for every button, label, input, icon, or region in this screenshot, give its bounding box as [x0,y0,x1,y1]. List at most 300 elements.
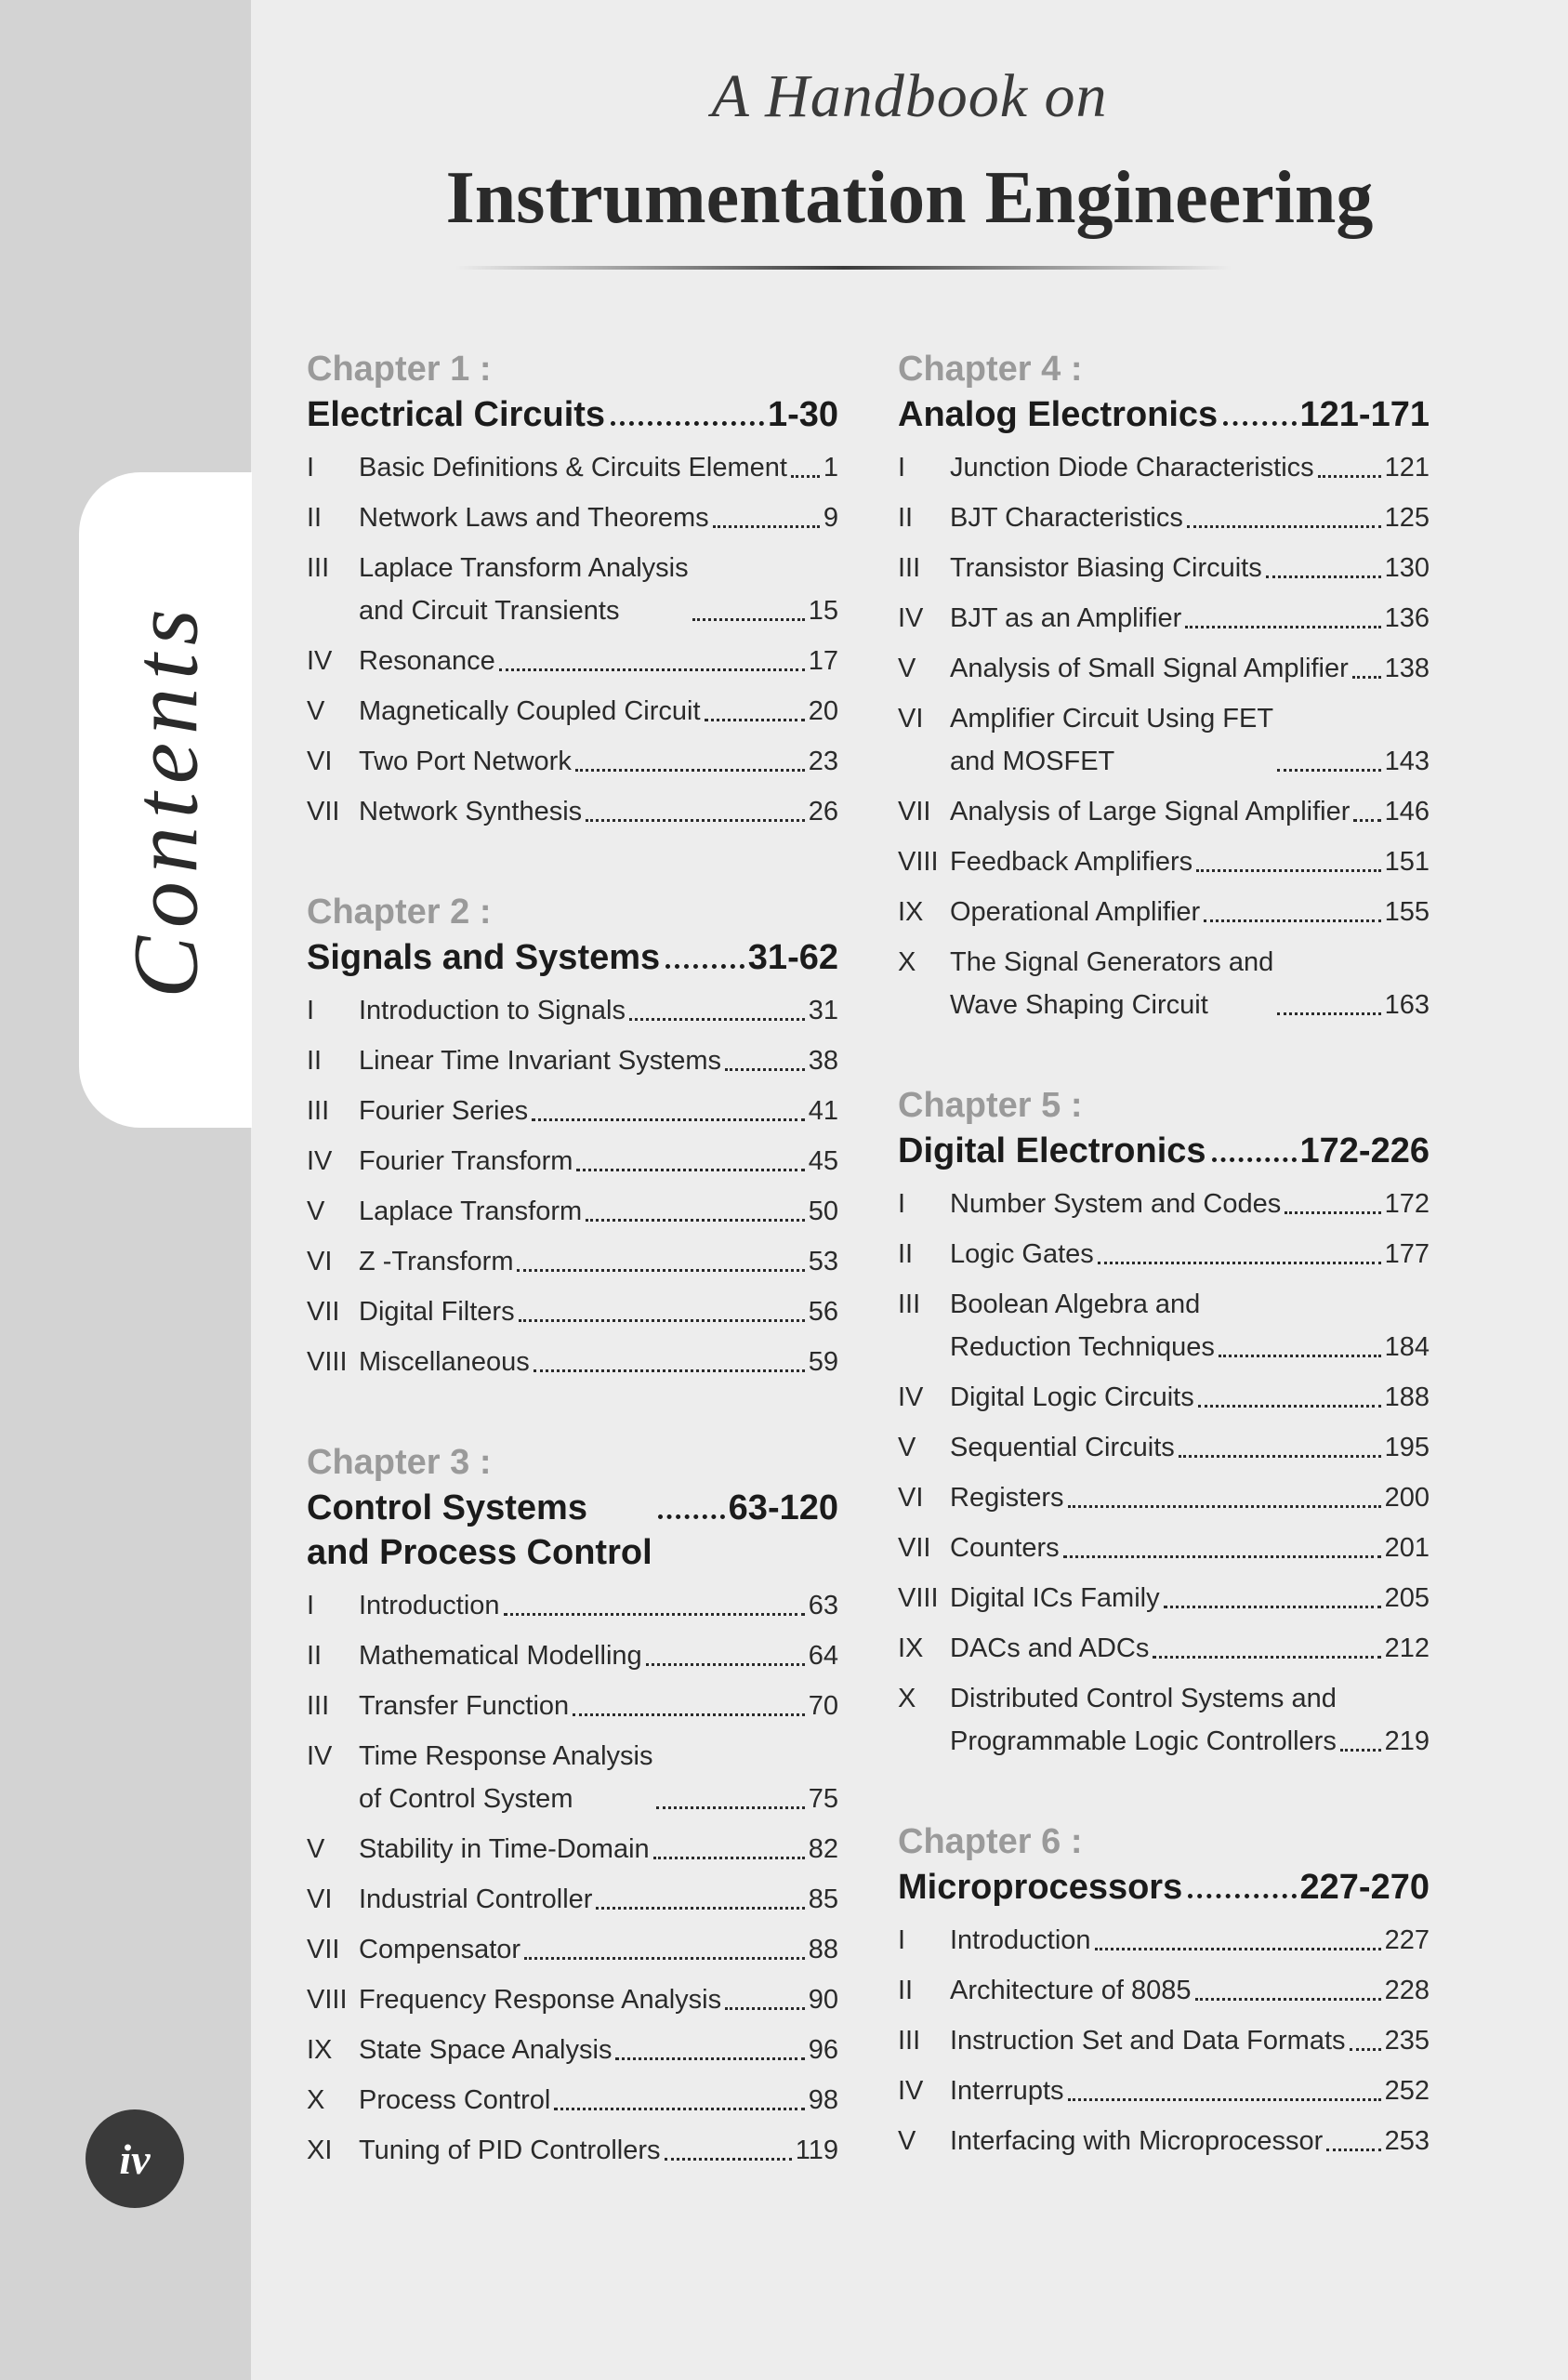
dot-leader [1198,1405,1381,1408]
entry-numeral: VI [307,1884,333,1914]
entry-title: Magnetically Coupled Circuit [359,696,701,726]
toc-entry[interactable] [898,1233,1430,1276]
entry-numeral: III [898,1289,921,1319]
entry-page-number: 125 [1384,503,1430,533]
entry-text-wrap [950,941,1430,1026]
toc-entry[interactable] [307,1878,838,1921]
chapter-label: Chapter 2 : [307,892,492,932]
entry-numeral: VIII [898,847,939,877]
toc-entry[interactable] [898,597,1430,640]
dot-leader [586,819,805,822]
entry-text-wrap [359,496,838,539]
entry-page-number: 1 [823,453,838,483]
entry-text-wrap [950,1183,1430,1225]
entry-page-number: 200 [1384,1483,1430,1513]
dot-leader [1277,1012,1380,1015]
toc-entry[interactable] [898,1283,1430,1368]
book-title-line1: A Handbook on [711,62,1108,130]
entry-numeral: II [307,1046,323,1076]
entry-title: Digital Filters [359,1297,515,1327]
entry-title: Resonance [359,646,495,676]
toc-entry[interactable] [307,1090,838,1132]
entry-title: Network Synthesis [359,797,583,826]
entry-page-number: 38 [808,1046,838,1076]
toc-entry[interactable] [898,1577,1430,1620]
entry-title: Compensator [359,1935,521,1964]
dot-leader [658,1514,725,1519]
entry-title: Feedback Amplifiers [950,847,1193,877]
entry-numeral: VII [307,1297,340,1327]
toc-entry[interactable] [307,740,838,783]
entry-text-wrap [359,1090,838,1132]
dot-leader [725,1068,805,1071]
toc-entry[interactable] [307,1341,838,1383]
entry-text-wrap [359,1685,838,1727]
toc-left-column [307,346,838,2228]
dot-leader [713,525,820,528]
toc-entry[interactable] [898,1476,1430,1519]
sidebar [0,0,251,2380]
entry-title: DACs and ADCs [950,1633,1150,1663]
toc-entry[interactable] [898,2120,1430,2162]
toc-entry[interactable] [898,1426,1430,1469]
entry-numeral: V [307,1834,325,1864]
entry-numeral: X [898,1684,916,1713]
entry-text-wrap [950,2120,1430,2162]
entry-page-number: 23 [808,747,838,776]
entry-numeral: IX [898,1633,924,1663]
entry-title: Transfer Function [359,1691,570,1721]
entry-text-wrap [359,640,838,682]
dot-leader [1185,626,1380,628]
entry-text-wrap [950,2069,1430,2112]
chapter-page-range: 63-120 [728,1488,838,1527]
entry-text-wrap [950,1577,1430,1620]
entry-title: Digital ICs Family [950,1583,1160,1613]
chapter-page-range: 31-62 [747,938,838,977]
entry-numeral: IV [307,646,333,676]
chapter-section [307,889,838,1383]
dot-leader [1350,2048,1381,2051]
toc-entry[interactable] [307,2029,838,2071]
entry-page-number: 98 [808,2085,838,2115]
toc-right-column [898,346,1430,2218]
chapter-label: Chapter 3 : [307,1443,492,1482]
entry-text-wrap [359,1928,838,1971]
entry-title: Junction Diode Characteristics [950,453,1314,483]
entry-numeral: XI [307,2135,333,2165]
toc-entry[interactable] [307,1140,838,1183]
entry-text-wrap [359,1039,838,1082]
entry-text-wrap [950,1677,1430,1763]
entry-numeral: IX [898,897,924,927]
toc-entry[interactable] [898,941,1430,1026]
entry-title: Logic Gates [950,1239,1094,1269]
entry-text-wrap [359,1634,838,1677]
dot-leader [499,668,805,671]
dot-leader [1098,1262,1381,1264]
entry-text-wrap [950,547,1430,589]
entry-text-wrap [950,697,1430,783]
entry-text-wrap [950,1627,1430,1670]
entry-text-wrap [359,1828,838,1871]
dot-leader [532,1118,805,1121]
toc-entry[interactable] [898,790,1430,833]
entry-page-number: 64 [808,1641,838,1671]
page-number-badge: iv [86,2109,184,2208]
dot-leader [524,1957,805,1960]
entry-text-wrap [950,840,1430,883]
entry-numeral: VIII [898,1583,939,1613]
dot-leader [615,2057,804,2060]
entry-title: Process Control [359,2085,551,2115]
dot-leader [1212,1157,1297,1162]
entry-page-number: 253 [1384,2126,1430,2156]
entry-page-number: 53 [808,1247,838,1276]
entry-page-number: 63 [808,1591,838,1620]
entry-title: Analysis of Small Signal Amplifier [950,654,1349,683]
toc-entry[interactable] [307,640,838,682]
entry-text-wrap [359,547,838,632]
entry-title: The Signal Generators and Wave Shaping Circuit [950,947,1274,1020]
entry-title: Introduction to Signals [359,996,626,1025]
entry-numeral: VI [898,1483,924,1513]
dot-leader [646,1663,805,1666]
toc-entry[interactable] [307,1735,838,1820]
chapter-title: Electrical Circuits [307,395,606,434]
entry-page-number: 45 [808,1146,838,1176]
entry-text-wrap [950,891,1430,933]
entry-title: Mathematical Modelling [359,1641,642,1671]
entry-numeral: I [898,1925,906,1955]
entry-text-wrap [950,1476,1430,1519]
toc-entry[interactable] [898,2069,1430,2112]
entry-page-number: 151 [1384,847,1430,877]
entry-title: Amplifier Circuit Using FET and MOSFET [950,704,1274,776]
entry-numeral: I [898,453,906,483]
entry-page-number: 172 [1384,1189,1430,1219]
toc-entry[interactable] [307,690,838,733]
dot-leader [692,618,805,621]
dot-leader [1187,525,1381,528]
toc-entry[interactable] [307,1039,838,1082]
entry-numeral: II [307,1641,323,1671]
dot-leader [1219,1355,1381,1357]
entry-title: Analysis of Large Signal Amplifier [950,797,1351,826]
chapter-title: Analog Electronics [898,395,1219,434]
entry-page-number: 85 [808,1884,838,1914]
toc-entry[interactable] [307,446,838,489]
chapter-heading[interactable] [898,392,1430,437]
entry-text-wrap [359,1140,838,1183]
entry-page-number: 205 [1384,1583,1430,1613]
entry-text-wrap [359,690,838,733]
dot-leader [1063,1555,1381,1558]
dot-leader [1326,2149,1380,2151]
entry-title: State Space Analysis [359,2035,613,2065]
entry-text-wrap [359,989,838,1032]
dot-leader [1266,575,1381,578]
toc-entry[interactable] [307,2129,838,2172]
toc-entry[interactable] [898,1183,1430,1225]
entry-text-wrap [359,446,838,489]
entry-page-number: 163 [1384,990,1430,1020]
entry-title: Sequential Circuits [950,1433,1175,1462]
chapter-title: Control Systems and Process Control [307,1488,652,1572]
entry-text-wrap [359,1878,838,1921]
chapter-page-range: 121-171 [1299,395,1430,434]
dot-leader [519,1319,805,1322]
chapter-page-range: 1-30 [767,395,838,434]
entry-title: Interfacing with Microprocessor [950,2126,1324,2156]
dot-leader [653,1857,805,1859]
dot-leader [1277,769,1381,772]
toc-entry[interactable] [898,1376,1430,1419]
toc-entry[interactable] [898,1969,1430,2012]
toc-entry[interactable] [898,647,1430,690]
dot-leader [1196,869,1380,872]
entry-page-number: 50 [808,1197,838,1226]
toc-entry[interactable] [307,790,838,833]
dot-leader [596,1907,804,1910]
entry-numeral: V [307,696,325,726]
entry-text-wrap [950,1919,1430,1962]
toc-entry[interactable] [898,1627,1430,1670]
dot-leader [1068,1505,1381,1508]
entry-title: Basic Definitions & Circuits Element [359,453,787,483]
entry-numeral: IV [898,1382,924,1412]
entry-title: Introduction [359,1591,500,1620]
chapter-label: Chapter 4 : [898,350,1083,389]
entry-numeral: IV [898,603,924,633]
entry-numeral: VI [898,704,924,734]
entry-numeral: VI [307,1247,333,1276]
entry-title: Architecture of 8085 [950,1976,1192,2005]
entry-page-number: 228 [1384,1976,1430,2005]
entry-text-wrap [950,1376,1430,1419]
dot-leader [1340,1749,1381,1752]
chapter-heading[interactable] [898,1129,1430,1173]
entry-text-wrap [359,1584,838,1627]
toc-entry[interactable] [898,1677,1430,1763]
entry-title: Introduction [950,1925,1091,1955]
dot-leader [611,421,764,426]
entry-numeral: VII [898,797,931,826]
entry-title: Two Port Network [359,747,572,776]
toc-entry[interactable] [307,1240,838,1283]
entry-page-number: 20 [808,696,838,726]
entry-page-number: 96 [808,2035,838,2065]
title-divider [455,266,1232,270]
dot-leader [534,1369,805,1372]
toc-entry[interactable] [898,891,1430,933]
entry-title: Time Response Analysis of Control System [359,1741,653,1814]
entry-numeral: IV [307,1741,333,1771]
dot-leader [791,475,820,478]
entry-text-wrap [359,1341,838,1383]
chapter-heading[interactable] [898,1865,1430,1910]
dot-leader [1153,1656,1380,1659]
toc-entry[interactable] [307,2079,838,2122]
toc-entry[interactable] [307,989,838,1032]
entry-text-wrap [359,790,838,833]
entry-page-number: 188 [1384,1382,1430,1412]
dot-leader [1195,1998,1381,2001]
entry-page-number: 59 [808,1347,838,1377]
entry-text-wrap [359,740,838,783]
entry-title: Industrial Controller [359,1884,593,1914]
entry-page-number: 201 [1384,1533,1430,1563]
entry-numeral: I [307,1591,315,1620]
toc-entry[interactable] [898,1919,1430,1962]
toc-entry[interactable] [307,1685,838,1727]
entry-text-wrap [359,1190,838,1233]
dot-leader [573,1713,805,1716]
entry-text-wrap [359,1240,838,1283]
dot-leader [725,2007,805,2010]
entry-page-number: 212 [1384,1633,1430,1663]
dot-leader [504,1613,805,1616]
entry-numeral: VIII [307,1347,348,1377]
entry-text-wrap [950,2019,1430,2062]
entry-text-wrap [950,597,1430,640]
chapter-heading[interactable] [307,392,838,437]
chapter-section [307,346,838,833]
chapter-heading[interactable] [307,1486,838,1575]
entry-title: Boolean Algebra and Reduction Techniques [950,1289,1215,1362]
entry-numeral: II [898,1976,914,2005]
dot-leader [705,719,805,721]
entry-numeral: V [898,2126,916,2156]
toc-entry[interactable] [898,446,1430,489]
entry-title: Laplace Transform Analysis and Circuit Transients [359,553,689,626]
entry-text-wrap [950,446,1430,489]
entry-text-wrap [359,1978,838,2021]
toc-entry[interactable] [307,1190,838,1233]
toc-entry[interactable] [307,1290,838,1333]
entry-page-number: 41 [808,1096,838,1126]
toc-entry[interactable] [307,1828,838,1871]
entry-numeral: III [307,553,330,583]
entry-title: Interrupts [950,2076,1064,2106]
entry-text-wrap [359,2079,838,2122]
entry-numeral: VII [307,1935,340,1964]
chapter-page-range: 172-226 [1299,1131,1430,1170]
entry-numeral: V [898,654,916,683]
entry-numeral: IV [307,1146,333,1176]
entry-numeral: I [898,1189,906,1219]
entry-numeral: II [307,503,323,533]
entry-page-number: 138 [1384,654,1430,683]
entry-numeral: V [307,1197,325,1226]
dot-leader [1353,819,1380,822]
entry-title: BJT Characteristics [950,503,1183,533]
toc-entry[interactable] [307,1584,838,1627]
entry-page-number: 119 [795,2135,838,2165]
chapter-section [898,346,1430,1026]
entry-numeral: III [307,1096,330,1126]
entry-title: Digital Logic Circuits [950,1382,1194,1412]
toc-entry[interactable] [898,697,1430,783]
toc-entry[interactable] [898,1527,1430,1569]
entry-title: Instruction Set and Data Formats [950,2026,1346,2056]
entry-page-number: 70 [808,1691,838,1721]
entry-text-wrap [359,2129,838,2172]
book-title-line2: Instrumentation Engineering [445,157,1374,239]
entry-page-number: 252 [1384,2076,1430,2106]
toc-entry[interactable] [307,1978,838,2021]
entry-page-number: 219 [1384,1726,1430,1756]
entry-page-number: 184 [1384,1332,1430,1362]
dot-leader [1095,1948,1381,1950]
entry-text-wrap [950,1969,1430,2012]
toc-entry[interactable] [898,2019,1430,2062]
entry-title: Distributed Control Systems and Programmable Logic Controllers [950,1684,1337,1756]
chapter-label: Chapter 5 : [898,1086,1083,1125]
entry-title: Transistor Biasing Circuits [950,553,1262,583]
dot-leader [629,1018,805,1021]
entry-numeral: III [898,553,921,583]
entry-page-number: 136 [1384,603,1430,633]
entry-text-wrap [950,1527,1430,1569]
entry-numeral: X [307,2085,325,2115]
chapter-page-range: 227-270 [1299,1868,1430,1907]
dot-leader [665,2158,792,2161]
chapter-label: Chapter 6 : [898,1822,1083,1861]
dot-leader [1068,2098,1381,2101]
entry-text-wrap [950,790,1430,833]
dot-leader [1179,1455,1381,1458]
toc-entry[interactable] [307,496,838,539]
toc-entry[interactable] [307,1634,838,1677]
entry-page-number: 195 [1384,1433,1430,1462]
entry-page-number: 82 [808,1834,838,1864]
toc-entry[interactable] [307,1928,838,1971]
toc-entry[interactable] [307,547,838,632]
entry-page-number: 31 [808,996,838,1025]
entry-page-number: 17 [808,646,838,676]
entry-numeral: II [898,503,914,533]
entry-text-wrap [950,496,1430,539]
entry-numeral: VII [898,1533,931,1563]
entry-page-number: 90 [808,1985,838,2015]
dot-leader [586,1219,805,1222]
chapter-title: Digital Electronics [898,1131,1206,1170]
entry-numeral: V [898,1433,916,1462]
entry-text-wrap [359,1735,838,1820]
entry-title: Counters [950,1533,1060,1563]
dot-leader [1352,676,1381,679]
entry-page-number: 15 [808,596,838,626]
entry-text-wrap [950,1233,1430,1276]
entry-page-number: 9 [823,503,838,533]
toc-entry[interactable] [898,840,1430,883]
dot-leader [575,769,805,772]
dot-leader [1164,1606,1381,1608]
entry-title: Tuning of PID Controllers [359,2135,661,2165]
entry-text-wrap [950,1283,1430,1368]
toc-entry[interactable] [898,547,1430,589]
chapter-heading[interactable] [307,935,838,980]
entry-title: Fourier Transform [359,1146,573,1176]
entry-page-number: 227 [1384,1925,1430,1955]
entry-page-number: 143 [1384,747,1430,776]
entry-numeral: IX [307,2035,333,2065]
entry-page-number: 155 [1384,897,1430,927]
toc-entry[interactable] [898,496,1430,539]
dot-leader [1318,475,1381,478]
entry-page-number: 130 [1384,553,1430,583]
